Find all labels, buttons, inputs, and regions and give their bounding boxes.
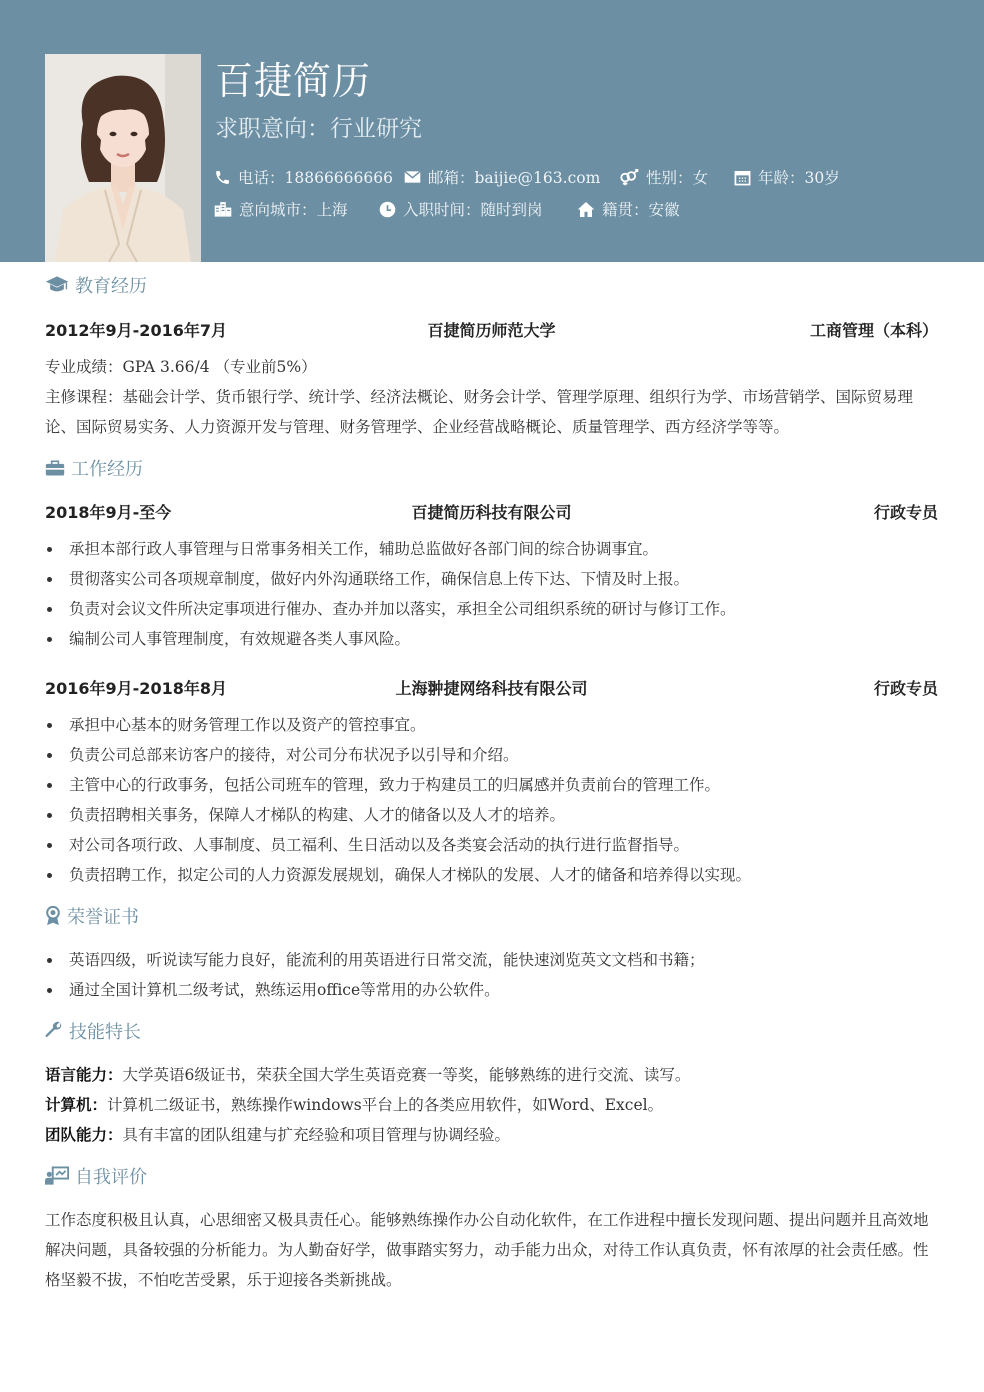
email-info xyxy=(404,166,600,188)
skill-computer xyxy=(45,1090,938,1120)
list-item: 负责招聘相关事务，保障人才梯队的构建、人才的储备以及人才的培养。 xyxy=(45,800,938,830)
gender-info xyxy=(619,166,708,188)
list-item: 承担本部行政人事管理与日常事务相关工作，辅助总监做好各部门间的综合协调事宜。 xyxy=(45,534,938,564)
age-info xyxy=(734,166,840,188)
list-item: 负责公司总部来访客户的接待，对公司分布状况予以引导和介绍。 xyxy=(45,740,938,770)
education-section-title xyxy=(45,272,147,298)
home-icon xyxy=(577,201,595,218)
calendar-icon xyxy=(734,169,751,186)
briefcase-icon xyxy=(45,459,65,477)
profile-photo-illustration xyxy=(45,54,201,262)
education-title-text: 教育经历 xyxy=(75,276,147,297)
honors-section-title xyxy=(45,903,139,929)
list-item: 主管中心的行政事务，包括公司班车的管理，致力于构建员工的归属感并负责前台的管理工作。 xyxy=(45,770,938,800)
job-2-company: 上海翀捷网络科技有限公司 xyxy=(395,679,588,698)
job-2-row xyxy=(45,676,938,700)
list-item: 负责对会议文件所决定事项进行催办、查办并加以落实，承担全公司组织系统的研讨与修订工作。 xyxy=(45,594,938,624)
skill-label: 团队能力： xyxy=(45,1126,123,1144)
job-2-role: 行政专员 xyxy=(873,679,938,698)
education-gpa: 专业成绩：GPA 3.66/4 （专业前5%） xyxy=(45,358,317,376)
skills-section-title xyxy=(45,1018,141,1044)
hometown-text: 籍贯：安徽 xyxy=(602,201,680,219)
job-1-date: 2018年9月-至今 xyxy=(45,503,172,522)
job-2-date: 2016年9月-2018年8月 xyxy=(45,679,227,698)
education-major: 工商管理（本科） xyxy=(809,321,938,340)
education-school: 百捷简历师范大学 xyxy=(427,321,556,340)
age-text: 年龄：30岁 xyxy=(758,169,840,187)
phone-info xyxy=(214,166,393,188)
profile-photo xyxy=(45,54,201,262)
skill-text: 具有丰富的团队组建与扩充经验和项目管理与协调经验。 xyxy=(122,1126,511,1144)
gender-text: 性别：女 xyxy=(646,169,709,187)
candidate-name: 百捷简历 xyxy=(215,59,372,103)
work-title-text: 工作经历 xyxy=(71,459,143,480)
presentation-icon xyxy=(45,1166,69,1186)
phone-icon xyxy=(214,169,231,186)
list-item: 通过全国计算机二级考试，熟练运用office等常用的办公软件。 xyxy=(45,975,938,1005)
start-info xyxy=(379,198,543,220)
building-icon xyxy=(214,201,232,217)
hometown-info xyxy=(577,198,680,220)
wrench-icon xyxy=(45,1021,63,1041)
skill-text: 计算机二级证书，熟练操作windows平台上的各类应用软件，如Word、Excel。 xyxy=(107,1096,664,1114)
skill-label: 计算机： xyxy=(45,1096,108,1114)
job-2-duties xyxy=(45,710,938,890)
skill-team xyxy=(45,1120,938,1150)
self-title-text: 自我评价 xyxy=(75,1167,147,1188)
job-1-duties xyxy=(45,534,938,654)
start-text: 入职时间：随时到岗 xyxy=(403,201,543,219)
job-1-role: 行政专员 xyxy=(873,503,938,522)
award-icon xyxy=(45,906,61,926)
clock-icon xyxy=(379,201,396,218)
list-item: 承担中心基本的财务管理工作以及资产的管控事宜。 xyxy=(45,710,938,740)
resume-header xyxy=(0,0,984,262)
education-courses: 主修课程：基础会计学、货币银行学、统计学、经济法概论、财务会计学、管理学原理、组织行为学、市场营销学、国际贸易理论、国际贸易实务、人力资源开发与管理、财务管理学、企业经营战略概论、质量管理学、西方经济学等等。 xyxy=(45,388,914,436)
list-item: 编制公司人事管理制度，有效规避各类人事风险。 xyxy=(45,624,938,654)
self-section-title xyxy=(45,1163,147,1189)
job-1-row xyxy=(45,500,938,524)
email-text: 邮箱：baijie@163.com xyxy=(428,169,601,187)
city-text: 意向城市：上海 xyxy=(239,201,348,219)
list-item: 对公司各项行政、人事制度、员工福利、生日活动以及各类宴会活动的执行进行监督指导。 xyxy=(45,830,938,860)
skills-title-text: 技能特长 xyxy=(69,1022,141,1043)
work-section-title xyxy=(45,455,143,481)
list-item: 贯彻落实公司各项规章制度，做好内外沟通联络工作，确保信息上传下达、下情及时上报。 xyxy=(45,564,938,594)
skill-language xyxy=(45,1060,938,1090)
job-intention: 求职意向：行业研究 xyxy=(215,116,422,142)
city-info xyxy=(214,198,348,220)
self-evaluation-text: 工作态度积极且认真，心思细密又极具责任心。能够熟练操作办公自动化软件，在工作进程中擅长发现问题、提出问题并且高效地解决问题，具备较强的分析能力。为人勤奋好学，做事踏实努力，动手能力出众，对待工作认真负责，怀有浓厚的社会责任感。性格坚毅不拔，不怕吃苦受累，乐于迎接各类新挑战。 xyxy=(45,1211,929,1289)
gender-icon xyxy=(619,169,639,186)
skill-text: 大学英语6级证书，荣获全国大学生英语竞赛一等奖，能够熟练的进行交流、读写。 xyxy=(122,1066,691,1084)
skill-label: 语言能力： xyxy=(45,1066,123,1084)
graduation-cap-icon xyxy=(45,275,69,295)
list-item: 负责招聘工作，拟定公司的人力资源发展规划，确保人才梯队的发展、人才的储备和培养得以实现。 xyxy=(45,860,938,890)
education-row xyxy=(45,318,938,342)
education-date: 2012年9月-2016年7月 xyxy=(45,321,227,340)
honors-title-text: 荣誉证书 xyxy=(67,907,139,928)
job-1-company: 百捷简历科技有限公司 xyxy=(411,503,572,522)
list-item: 英语四级，听说读写能力良好，能流利的用英语进行日常交流，能快速浏览英文文档和书籍； xyxy=(45,945,938,975)
phone-text: 电话：18866666666 xyxy=(238,169,393,187)
honors-list xyxy=(45,945,938,1005)
mail-icon xyxy=(404,170,421,184)
